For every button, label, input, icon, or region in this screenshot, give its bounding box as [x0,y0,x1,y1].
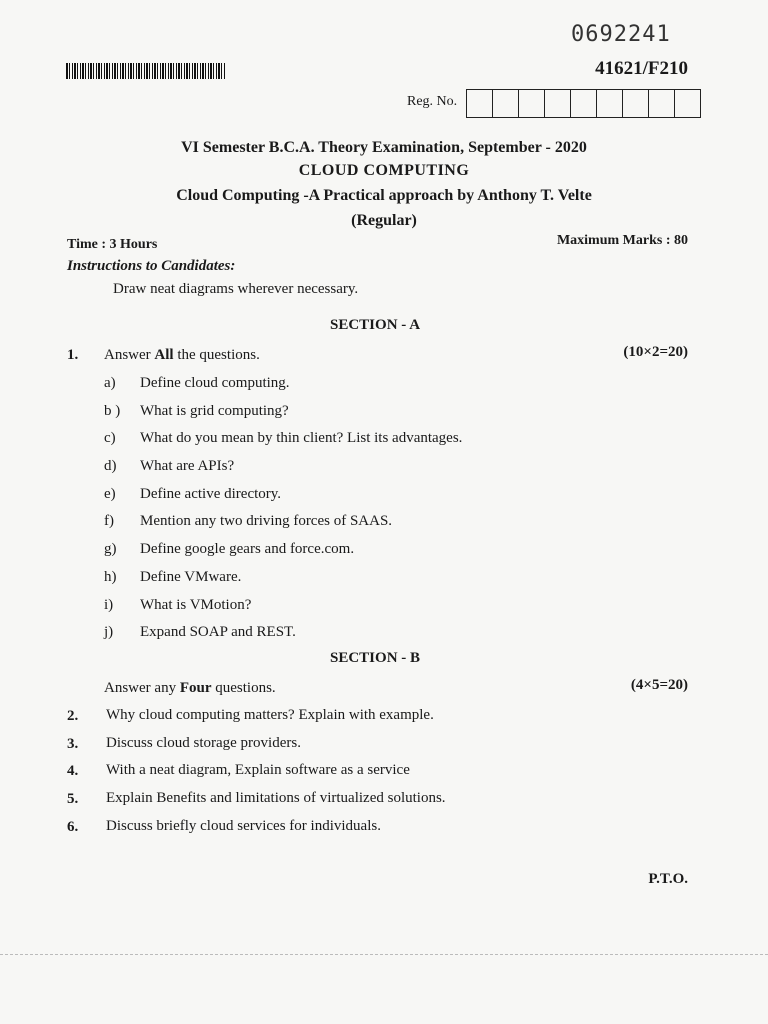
sub-question-text: Define VMware. [140,569,242,585]
sub-question-text: Expand SOAP and REST. [140,624,296,640]
reg-no-box[interactable] [467,90,493,117]
instructions-text: Draw neat diagrams wherever necessary. [113,281,359,297]
sub-question-text: Define cloud computing. [140,375,290,391]
sub-question-text: What is VMotion? [140,597,252,613]
instruction-bold: Four [179,680,212,696]
section-b-instruction [104,680,276,697]
maximum-marks: Maximum Marks : 80 [556,233,688,248]
instruction-bold: All [154,347,174,363]
sub-question-label: f) [104,513,114,529]
sub-question-text: Define active directory. [140,486,282,502]
reg-no-box[interactable] [649,90,675,117]
sub-question-text: What is grid computing? [140,403,289,419]
sub-question-label: d) [104,458,117,474]
sub-question-label: b ) [104,403,121,419]
page-divider [0,954,768,955]
reg-no-box[interactable] [623,90,649,117]
exam-title: VI Semester B.C.A. Theory Examination, September - 2020 [181,139,587,156]
sub-question-label: i) [104,597,114,613]
sub-question-label: g) [104,541,117,557]
serial-number: 0692241 [571,22,671,47]
reg-no-box[interactable] [519,90,545,117]
scheme-label: (Regular) [351,212,417,229]
question-text: With a neat diagram, Explain software as a service [106,762,410,778]
question-text: Discuss briefly cloud services for individuals. [106,818,381,834]
question-text: Discuss cloud storage providers. [106,735,301,751]
question-number: 2. [67,708,79,724]
textbook-title: Cloud Computing -A Practical approach by Anthony T. Velte [176,187,592,204]
question-number: 1. [67,347,79,363]
section-a-marks: (10×2=20) [623,344,688,360]
instruction-suffix: questions. [211,680,276,696]
reg-no-label: Reg. No. [407,94,458,109]
section-b-marks: (4×5=20) [630,677,688,693]
question-number: 3. [67,736,79,752]
instructions-heading: Instructions to Candidates: [67,258,236,274]
section-b-title: SECTION - B [330,650,421,666]
question-number: 4. [67,763,79,779]
sub-question-text: What do you mean by thin client? List its advantages. [140,430,463,446]
reg-no-box[interactable] [597,90,623,117]
sub-question-text: Define google gears and force.com. [140,541,355,557]
reg-no-boxes[interactable] [466,89,701,118]
instruction-prefix: Answer any [104,680,180,696]
sub-question-label: a) [104,375,116,391]
reg-no-box[interactable] [493,90,519,117]
sub-question-label: c) [104,430,116,446]
sub-question-text: Mention any two driving forces of SAAS. [140,513,393,529]
instruction-suffix: the questions. [173,347,260,363]
time-allowed: Time : 3 Hours [67,237,158,252]
question-number: 5. [67,791,79,807]
sub-question-text: What are APIs? [140,458,235,474]
reg-no-box[interactable] [545,90,571,117]
reg-no-box[interactable] [675,90,700,117]
sub-question-label: h) [104,569,117,585]
question-text: Why cloud computing matters? Explain with example. [106,707,434,723]
barcode [66,63,226,79]
sub-question-label: j) [104,624,114,640]
reg-no-box[interactable] [571,90,597,117]
section-a-instruction [104,347,260,364]
paper-code: 41621/F210 [595,58,688,79]
instruction-prefix: Answer [104,347,155,363]
subject-title: CLOUD COMPUTING [298,162,470,179]
please-turn-over: P.T.O. [648,871,688,887]
question-text: Explain Benefits and limitations of virtualized solutions. [106,790,446,806]
question-number: 6. [67,819,79,835]
sub-question-label: e) [104,486,116,502]
section-a-title: SECTION - A [330,317,421,333]
